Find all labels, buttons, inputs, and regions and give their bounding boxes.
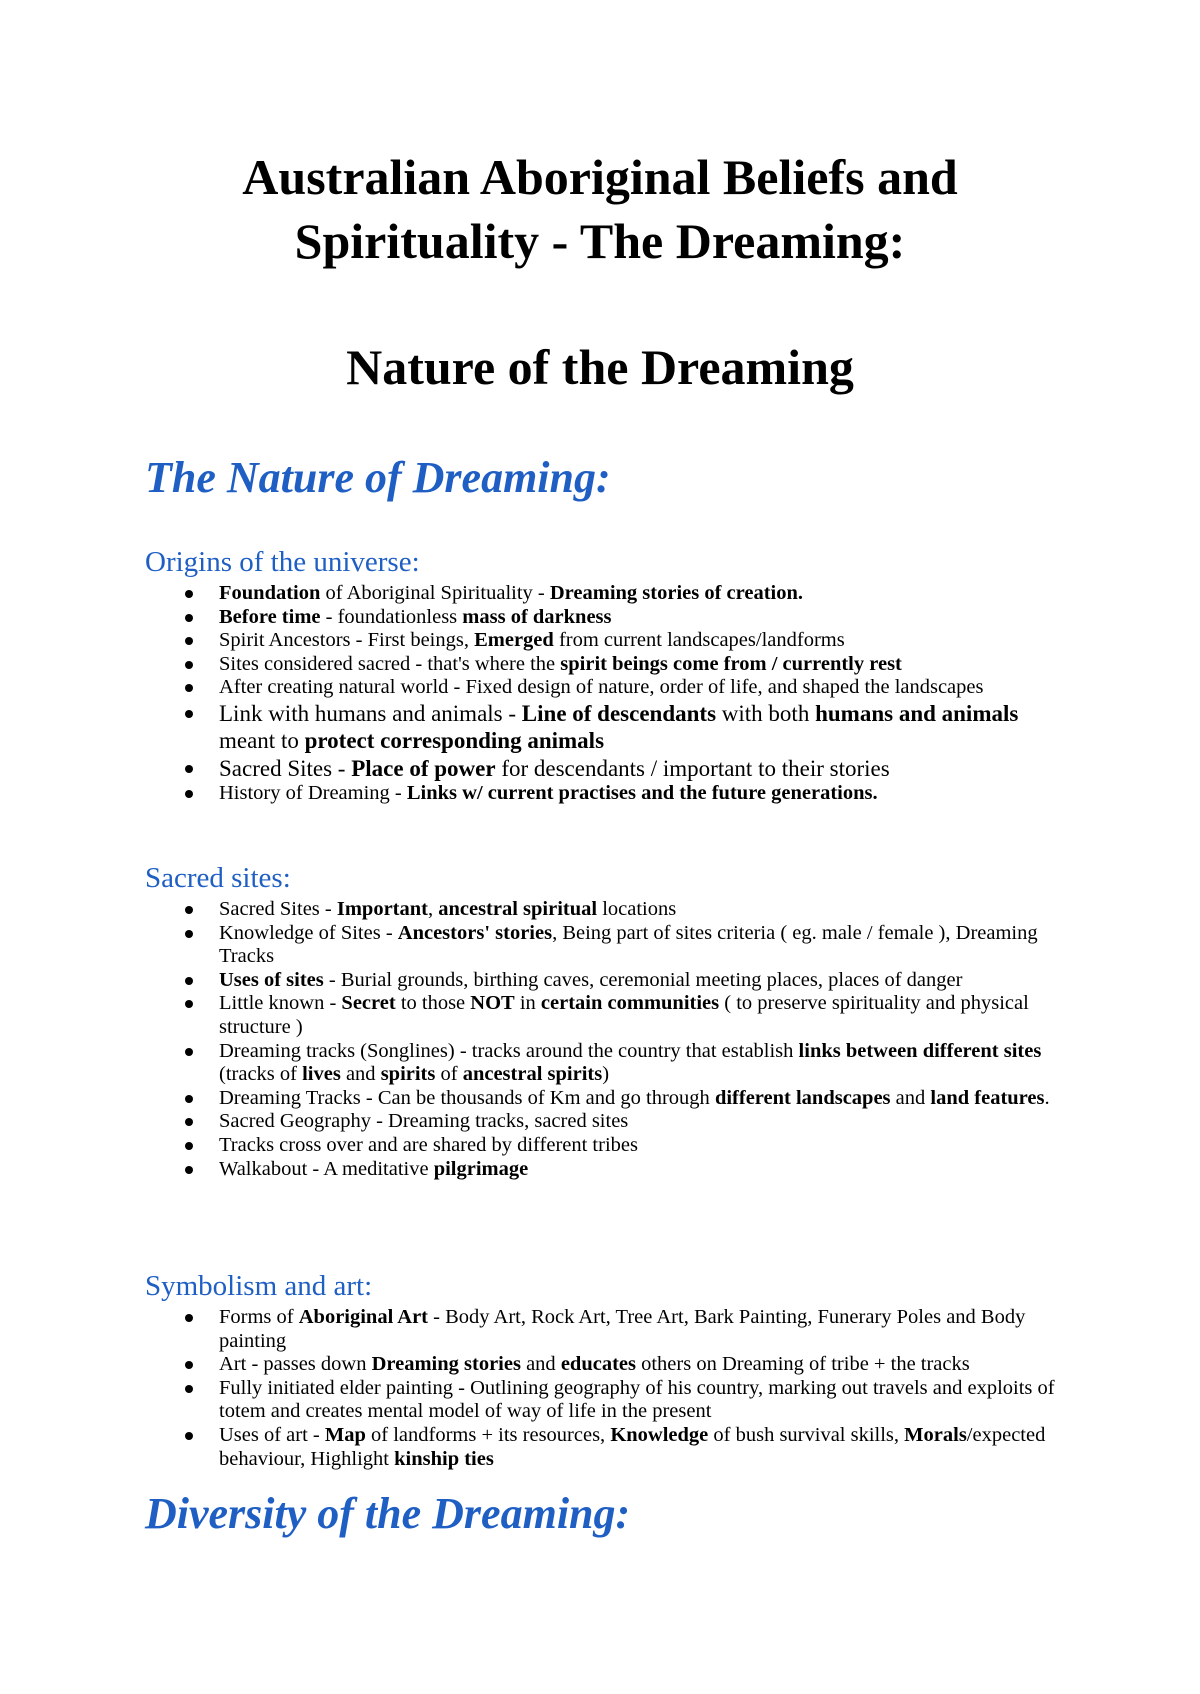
list-item-text: Aboriginal Art	[298, 1306, 429, 1328]
list-item-text: others on Dreaming of tribe + the tracks	[635, 1353, 970, 1376]
list-item-text: (tracks of	[219, 1063, 303, 1086]
list-item-text: meant to	[219, 728, 305, 754]
symbolism-list	[145, 1306, 1065, 1471]
list-item-text: Sacred Sites -	[219, 755, 352, 781]
list-item-text: - Burial grounds, birthing caves, ceremonial meeting places, places of danger	[323, 968, 963, 991]
list-item-text: humans and animals	[815, 700, 1019, 726]
list-item-text: certain communities	[540, 992, 720, 1015]
bullet-icon	[185, 661, 193, 669]
list-item-text: Emerged	[474, 629, 554, 652]
list-item-text: mass of darkness	[462, 605, 612, 628]
list-item-text: Dreaming stories	[371, 1353, 521, 1376]
list-item-text: Map	[324, 1423, 366, 1446]
list-item	[145, 1110, 1065, 1134]
list-item-text: of landforms + its resources,	[365, 1423, 611, 1446]
bullet-icon	[185, 684, 193, 692]
list-item-text: pilgrimage	[433, 1157, 529, 1180]
list-item-text: Sacred Geography - Dreaming tracks, sacred sites	[219, 1110, 629, 1133]
bullet-icon	[185, 1361, 193, 1369]
list-item-text: Little known -	[219, 992, 342, 1015]
list-item-text: Line of descendants	[521, 700, 717, 726]
list-item-text: and	[890, 1086, 931, 1109]
list-item-text: ,	[427, 898, 439, 920]
bullet-icon	[185, 977, 193, 985]
list-item-text: Dreaming stories of creation.	[549, 582, 804, 604]
list-item-text: Before time	[219, 605, 321, 628]
list-item-text: Sacred Sites -	[219, 898, 337, 920]
list-item-text: ancestral spirits	[462, 1063, 603, 1086]
bullet-icon	[185, 590, 193, 598]
list-item	[145, 606, 1065, 630]
list-item-text: Uses of art -	[219, 1423, 325, 1446]
bullet-icon	[185, 1000, 193, 1008]
bullet-icon	[185, 710, 193, 718]
list-item	[145, 629, 1065, 653]
list-item-text: - foundationless	[320, 605, 463, 628]
list-item-text: NOT	[470, 992, 515, 1015]
list-item-text: Knowledge of Sites -	[219, 921, 398, 944]
list-item	[145, 1087, 1065, 1111]
list-item-text: Forms of	[219, 1306, 299, 1328]
list-item-text: kinship ties	[394, 1447, 494, 1470]
list-item-text: Walkabout - A meditative	[219, 1157, 434, 1180]
list-item-text: Secret	[341, 992, 396, 1015]
heading-symbolism-art: Symbolism and art:	[145, 1270, 373, 1302]
bullet-icon	[185, 1095, 193, 1103]
list-item-text: Knowledge	[610, 1423, 709, 1446]
bullet-icon	[185, 1118, 193, 1126]
list-item-text: Important	[336, 898, 428, 920]
list-item	[145, 992, 1065, 1039]
list-item-text: to those	[395, 992, 471, 1015]
list-item-text: from current landscapes/landforms	[553, 629, 845, 652]
bullet-icon	[185, 906, 193, 914]
list-item-text: History of Dreaming -	[219, 782, 407, 805]
list-item-text: Ancestors' stories	[397, 921, 553, 944]
list-item	[145, 755, 1065, 783]
list-item	[145, 700, 1065, 755]
list-item-text: Art - passes down	[219, 1353, 372, 1376]
list-item	[145, 782, 1065, 806]
list-item-text: Foundation	[219, 582, 321, 604]
list-item-text: Link with humans and animals -	[219, 700, 522, 726]
list-item-text: of bush survival skills,	[708, 1423, 905, 1446]
origins-list	[145, 582, 1065, 806]
bullet-icon	[185, 1166, 193, 1174]
list-item-text: /expected behaviour, Highlight	[219, 1423, 1046, 1470]
list-item-text: ancestral spiritual	[438, 898, 598, 920]
list-item	[145, 1306, 1065, 1353]
list-item	[145, 1424, 1065, 1471]
heading-origins: Origins of the universe:	[145, 546, 420, 578]
list-item-text: After creating natural world - Fixed design of nature, order of life, and shaped the landscapes	[219, 676, 984, 699]
list-item-text: Place of power	[351, 755, 496, 781]
bullet-icon	[185, 765, 193, 773]
list-item-text: Uses of sites	[219, 968, 324, 991]
list-item-text: , Being part of sites criteria ( eg. male / female ), Dreaming Tracks	[219, 921, 1038, 968]
list-item-text: Dreaming Tracks - Can be thousands of Km and go through	[219, 1086, 715, 1109]
list-item-text: different landscapes	[714, 1086, 891, 1109]
list-item-text: of Aboriginal Spirituality -	[320, 582, 550, 604]
bullet-icon	[185, 790, 193, 798]
list-item-text: .	[1044, 1086, 1050, 1109]
bullet-icon	[185, 1048, 193, 1056]
bullet-icon	[185, 1314, 193, 1322]
bullet-icon	[185, 614, 193, 622]
list-item	[145, 969, 1065, 993]
list-item	[145, 1158, 1065, 1182]
heading-sacred-sites: Sacred sites:	[145, 862, 291, 894]
list-item-text: Morals	[904, 1423, 967, 1446]
list-item-text: and	[520, 1353, 561, 1376]
list-item-text: for descendants / important to their stories	[495, 755, 890, 781]
list-item-text: Tracks cross over and are shared by different tribes	[219, 1133, 638, 1156]
list-item-text: Links w/ current practises and the future generations.	[406, 782, 878, 805]
heading-nature-of-dreaming: The Nature of Dreaming:	[145, 453, 611, 502]
list-item-text: spirit beings come from / currently rest	[560, 652, 902, 675]
list-item-text: protect corresponding animals	[304, 728, 605, 754]
list-item-text: Fully initiated elder painting - Outlining geography of his country, marking out travels and exploits of totem and creates mental model of way of life in the present	[219, 1376, 1055, 1423]
list-item	[145, 582, 1065, 606]
list-item-text: ( to preserve spirituality and physical structure )	[219, 992, 1029, 1038]
bullet-icon	[185, 930, 193, 938]
title-line-3: Nature of the Dreaming	[346, 339, 854, 395]
list-item	[145, 653, 1065, 677]
list-item-text: )	[602, 1063, 610, 1086]
list-item-text: of	[435, 1063, 463, 1086]
title-line-2: Spirituality - The Dreaming:	[294, 213, 906, 269]
list-item-text: lives	[302, 1063, 341, 1086]
list-item-text: spirits	[380, 1063, 436, 1086]
list-item-text: educates	[560, 1353, 636, 1376]
bullet-icon	[185, 1385, 193, 1393]
list-item	[145, 1134, 1065, 1158]
list-item-text: with both	[716, 700, 816, 726]
list-item-text: land features	[930, 1086, 1045, 1109]
list-item-text: links between different sites	[798, 1039, 1042, 1062]
list-item	[145, 676, 1065, 700]
list-item-text: - Body Art, Rock Art, Tree Art, Bark Painting, Funerary Poles and Body painting	[219, 1306, 1026, 1352]
list-item	[145, 1040, 1065, 1087]
title-line-1: Australian Aboriginal Beliefs and	[242, 149, 958, 205]
bullet-icon	[185, 637, 193, 645]
sacred-sites-list	[145, 898, 1065, 1181]
list-item	[145, 1377, 1065, 1424]
list-item-text: locations	[597, 898, 677, 920]
list-item-text: Sites considered sacred - that's where the	[219, 652, 561, 675]
bullet-icon	[185, 1142, 193, 1150]
list-item-text: Dreaming tracks (Songlines) - tracks around the country that establish	[219, 1039, 799, 1062]
list-item-text: Spirit Ancestors - First beings,	[219, 629, 475, 652]
heading-diversity-of-dreaming: Diversity of the Dreaming:	[145, 1489, 631, 1538]
bullet-icon	[185, 1432, 193, 1440]
list-item-text: and	[340, 1063, 381, 1086]
list-item-text: in	[514, 992, 541, 1015]
list-item	[145, 898, 1065, 922]
list-item	[145, 1353, 1065, 1377]
list-item	[145, 922, 1065, 969]
